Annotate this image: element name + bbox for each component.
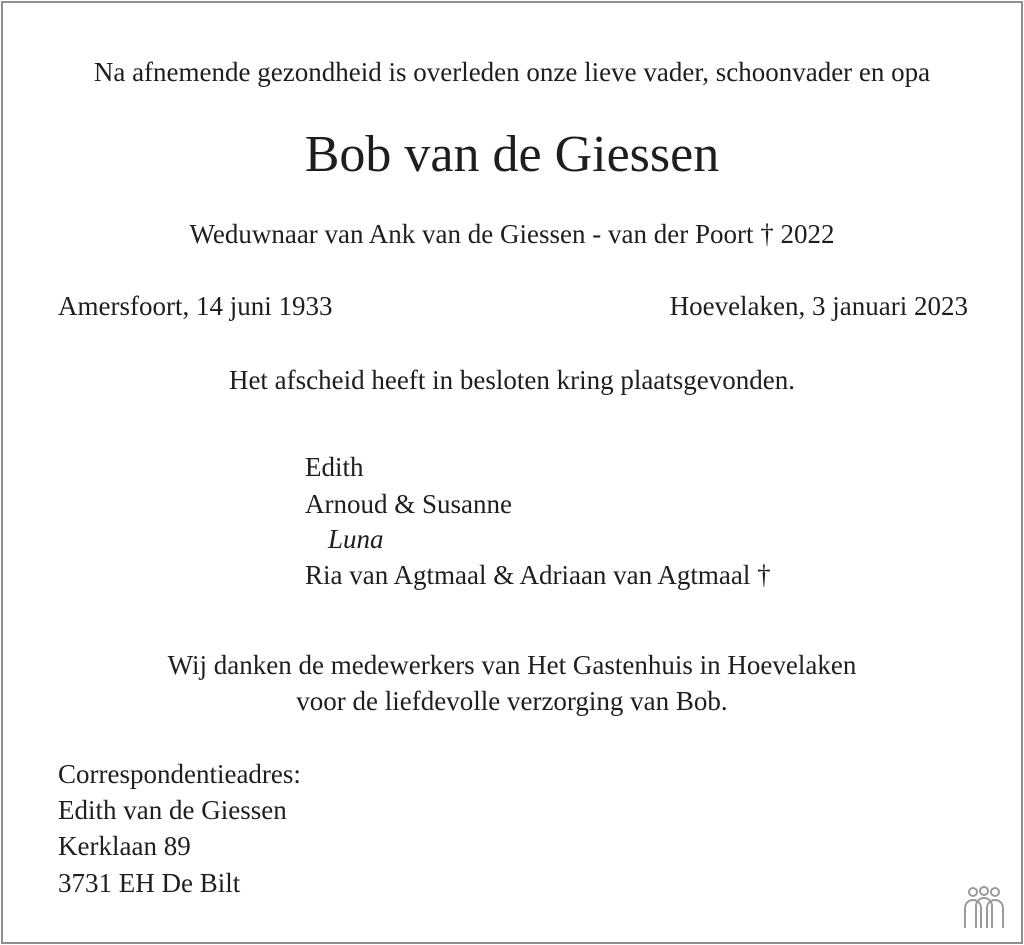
family-member: Arnoud & Susanne — [305, 489, 512, 519]
thanks-line: Wij danken de medewerkers van Het Gastenhuis in Hoevelaken — [167, 650, 857, 680]
farewell-text: Het afscheid heeft in besloten kring plaatsgevonden. — [228, 365, 796, 395]
birth-place-date: Amersfoort, 14 juni 1933 — [58, 291, 333, 321]
correspondence-city: 3731 EH De Bilt — [58, 868, 241, 898]
family-member: Edith — [305, 452, 364, 482]
family-member: Ria van Agtmaal & Adriaan van Agtmaal † — [305, 560, 771, 590]
correspondence-heading: Correspondentieadres: — [58, 759, 301, 789]
correspondence-street: Kerklaan 89 — [58, 831, 191, 861]
death-notice-card — [1, 1, 1023, 944]
family-member-grandchild: Luna — [328, 524, 384, 554]
correspondence-name: Edith van de Giessen — [58, 795, 287, 825]
death-place-date: Hoevelaken, 3 januari 2023 — [669, 291, 968, 321]
deceased-name: Bob van de Giessen — [304, 126, 720, 183]
family-figures-icon — [959, 886, 1009, 930]
intro-text: Na afnemende gezondheid is overleden onze lieve vader, schoonvader en opa — [93, 57, 931, 87]
widower-line: Weduwnaar van Ank van de Giessen - van der Poort † 2022 — [189, 219, 835, 249]
thanks-line: voor de liefdevolle verzorging van Bob. — [296, 686, 728, 716]
